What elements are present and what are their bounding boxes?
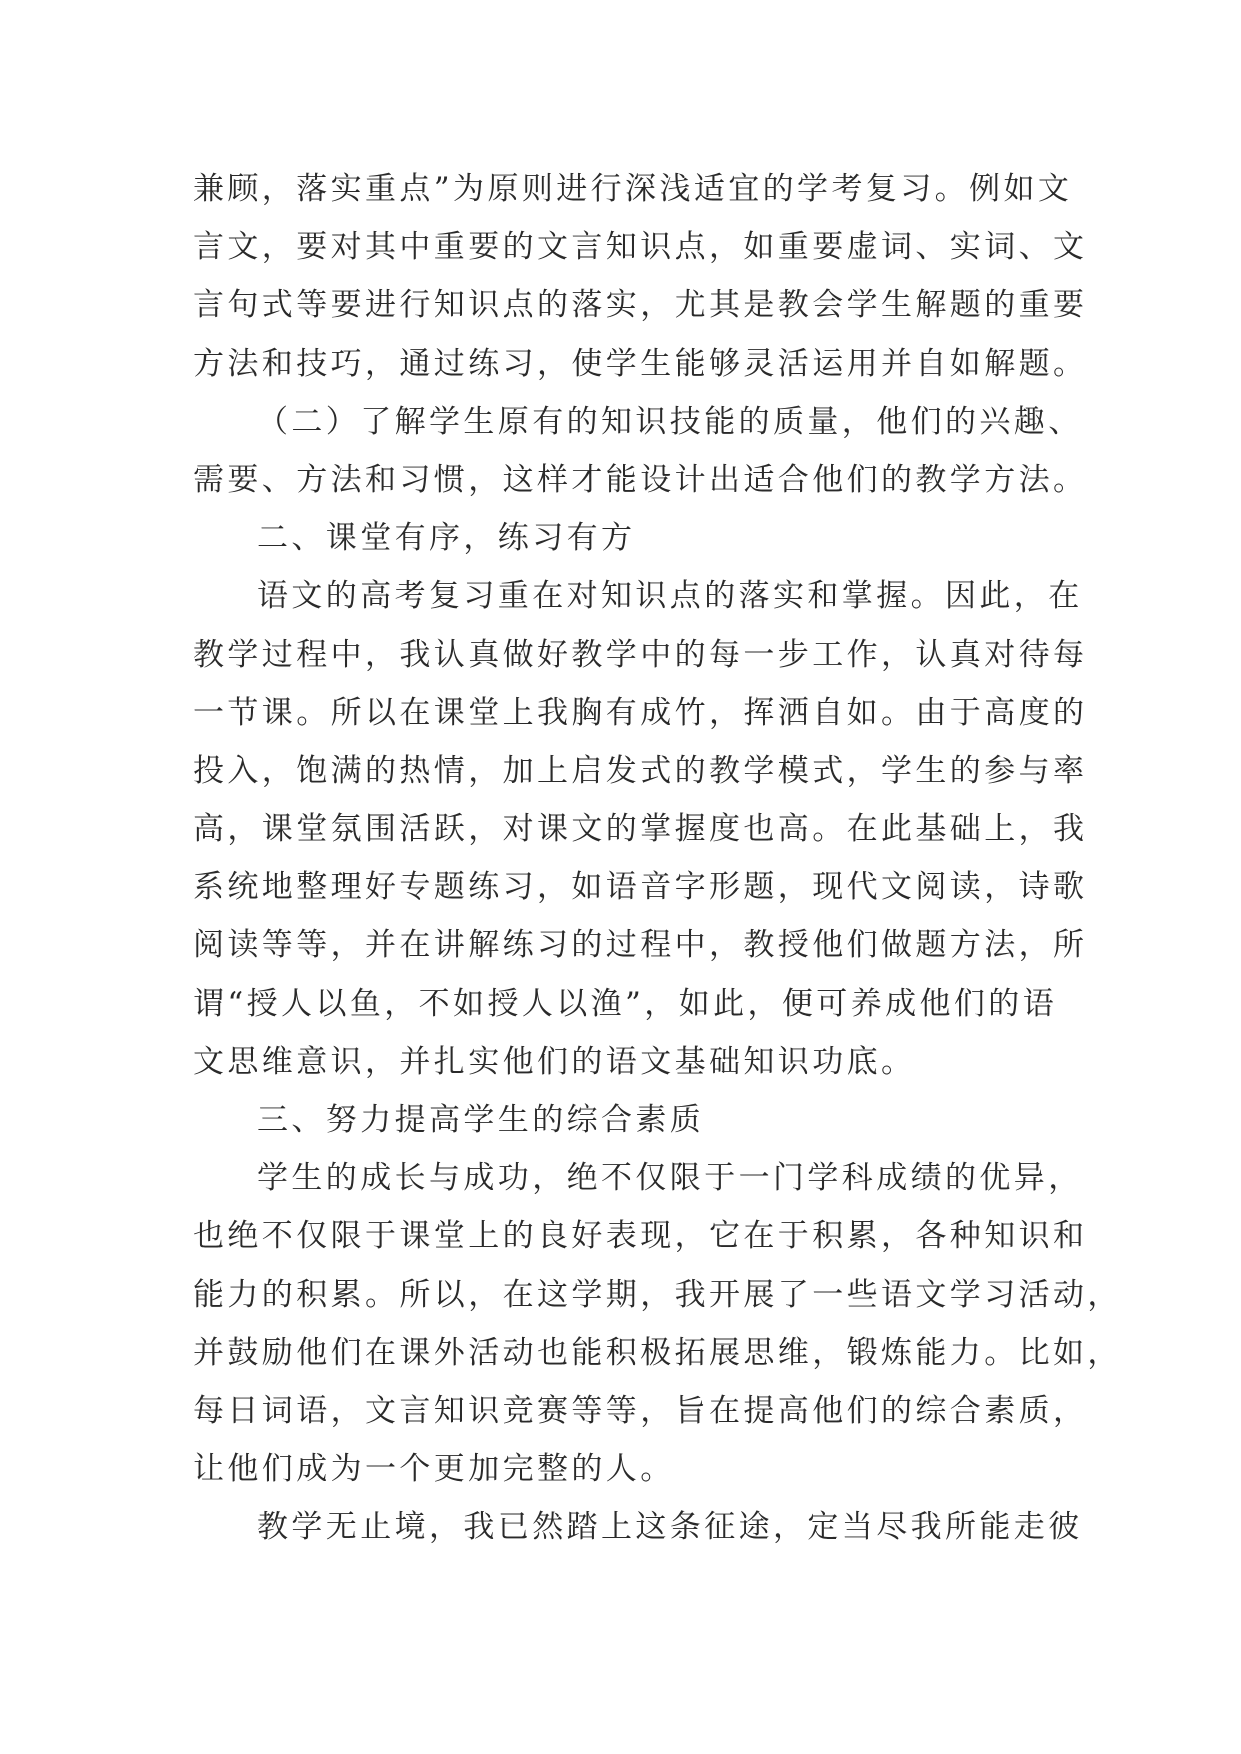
text-line: 语文的高考复习重在对知识点的落实和掌握。因此，在 — [257, 578, 1083, 615]
text-line: 每日词语，文言知识竞赛等等，旨在提高他们的综合素质， — [193, 1392, 1088, 1429]
text-line: 兼顾，落实重点”为原则进行深浅适宜的学考复习。例如文 — [193, 171, 1073, 207]
section-heading: 三、努力提高学生的综合素质 — [257, 1102, 705, 1138]
text-line: 投入，饱满的热情，加上启发式的教学模式，学生的参与率 — [193, 752, 1088, 789]
document-body — [193, 160, 1122, 1557]
text-line: 学生的成长与成功，绝不仅限于一门学科成绩的优异， — [257, 1160, 1083, 1197]
text-line: 教学无止境，我已然踏上这条征途，定当尽我所能走彼 — [257, 1509, 1083, 1546]
text-line: 并鼓励他们在课外活动也能积极拓展思维，锻炼能力。比如， — [193, 1334, 1122, 1371]
text-line: 高，课堂氛围活跃，对课文的掌握度也高。在此基础上，我 — [193, 811, 1088, 848]
text-line: 文思维意识，并扎实他们的语文基础知识功底。 — [193, 1043, 916, 1080]
text-line: 言文，要对其中重要的文言知识点，如重要虚词、实词、文 — [193, 229, 1088, 266]
text-line: 让他们成为一个更加完整的人。 — [193, 1451, 675, 1488]
text-line: 阅读等等，并在讲解练习的过程中，教授他们做题方法，所 — [193, 927, 1088, 964]
section-heading: 二、课堂有序，练习有方 — [257, 520, 636, 557]
text-line: （二）了解学生原有的知识技能的质量，他们的兴趣、 — [257, 403, 1083, 440]
text-line: 系统地整理好专题练习，如语音字形题，现代文阅读，诗歌 — [193, 869, 1088, 906]
text-line: 言句式等要进行知识点的落实，尤其是教会学生解题的重要 — [193, 287, 1088, 324]
text-line: 一节课。所以在课堂上我胸有成竹，挥洒自如。由于高度的 — [193, 694, 1088, 731]
text-line: 也绝不仅限于课堂上的良好表现，它在于积累，各种知识和 — [193, 1218, 1088, 1255]
text-line: 谓“授人以鱼，不如授人以渔”，如此，便可养成他们的语 — [193, 985, 1058, 1022]
text-line: 教学过程中，我认真做好教学中的每一步工作，认真对待每 — [193, 636, 1088, 673]
text-line: 需要、方法和习惯，这样才能设计出适合他们的教学方法。 — [193, 461, 1088, 498]
text-line: 方法和技巧，通过练习，使学生能够灵活运用并自如解题。 — [193, 345, 1088, 382]
text-line: 能力的积累。所以，在这学期，我开展了一些语文学习活动， — [193, 1276, 1122, 1313]
